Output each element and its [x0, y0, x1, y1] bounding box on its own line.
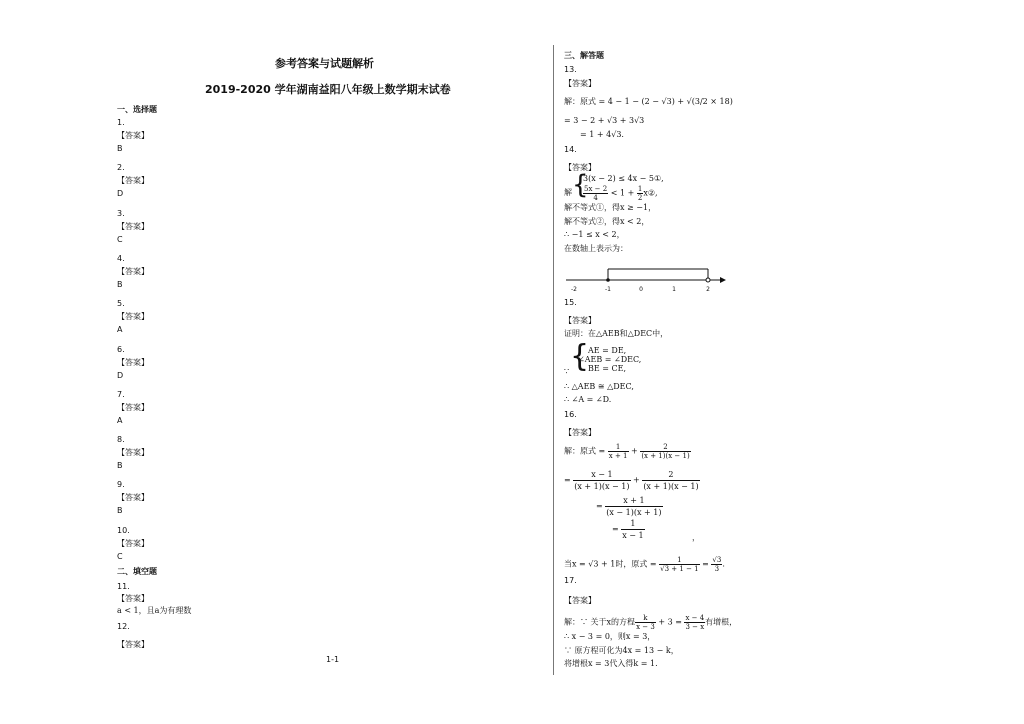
- choice-answer-label: 【答案】: [117, 267, 149, 276]
- q17-line3: ∵ 原方程可化为4x = 13 − k，: [564, 646, 679, 655]
- choice-number: 7.: [117, 390, 125, 399]
- q17-answer-label: 【答案】: [564, 596, 596, 605]
- choice-number: 3.: [117, 209, 125, 218]
- q16-frac-f: $\frac{1}{x - 1}$: [622, 519, 644, 540]
- choice-answer-label: 【答案】: [117, 403, 149, 412]
- q16-line2: = $\frac{x - 1}{(x + 1)(x - 1)}$ + $\frac{2}{(x + 1)(x - 1)}$: [564, 470, 699, 491]
- q16-number: 16.: [564, 410, 577, 419]
- section-fill: 二、填空题: [117, 567, 157, 576]
- choice-number: 10.: [117, 526, 130, 535]
- q16-sub-text: 当x = √3 + 1时，原式: [564, 559, 648, 569]
- q15-cond1: AE = DE,: [588, 346, 627, 355]
- q16-frac-d: $\frac{2}{(x + 1)(x - 1)}$: [643, 470, 699, 491]
- q17-line1: 解：∵ 关于x的方程 $\frac{k}{x - 3}$ + 3 = $\frac{x - 4}{3 - x}$ 有增根，: [564, 614, 738, 631]
- choice-answer-label: 【答案】: [117, 131, 149, 140]
- q15-number: 15.: [564, 298, 577, 307]
- choice-answer-label: 【答案】: [117, 493, 149, 502]
- q15-line3: ∴ ∠A = ∠D.: [564, 395, 612, 404]
- q11-answer-label: 【答案】: [117, 594, 149, 603]
- q17-frac-r: $\frac{x - 4}{3 - x}$: [685, 614, 705, 631]
- choice-answer: B: [117, 280, 123, 289]
- q15-line2: ∴ △AEB ≅ △DEC,: [564, 382, 634, 391]
- choice-number: 2.: [117, 163, 125, 172]
- q14-line3: ∴ −1 ≤ x < 2，: [564, 230, 625, 239]
- column-divider: [553, 45, 554, 675]
- choice-answer-label: 【答案】: [117, 176, 149, 185]
- section-choice: 一、选择题: [117, 105, 157, 114]
- q14-sol-prefix: 解: [564, 188, 572, 197]
- page-number: 1-1: [326, 655, 340, 664]
- axis-tick-label: 0: [639, 286, 643, 293]
- q16-line1: 解：原式 = $\frac{1}{x + 1}$ + $\frac{2}{(x + 1)(x - 1)}$: [564, 443, 690, 460]
- q15-line1: 证明：在△AEB和△DEC中，: [564, 329, 669, 338]
- q14-frac1: $\frac{5x - 2}{4}$: [584, 185, 608, 202]
- choice-answer: B: [117, 461, 123, 470]
- q15-cond2: ∠AEB = ∠DEC,: [578, 355, 642, 364]
- q13-answer-label: 【答案】: [564, 79, 596, 88]
- choice-answer: C: [117, 235, 123, 244]
- choice-number: 4.: [117, 254, 125, 263]
- q14-line2: 解不等式②，得x < 2，: [564, 217, 650, 226]
- choice-answer-label: 【答案】: [117, 312, 149, 321]
- choice-answer: C: [117, 552, 123, 561]
- q14-answer-label: 【答案】: [564, 163, 596, 172]
- choice-answer: D: [117, 189, 124, 198]
- q14-brace: {: [572, 170, 589, 200]
- choice-number: 9.: [117, 480, 125, 489]
- q14-number: 14.: [564, 145, 577, 154]
- q17-line1-a: 解：∵ 关于x的方程: [564, 617, 636, 627]
- q16-line3: = $\frac{x + 1}{(x - 1)(x + 1)}$: [596, 496, 662, 517]
- choice-answer: D: [117, 371, 124, 380]
- q16-frac-e: $\frac{x + 1}{(x - 1)(x + 1)}$: [606, 496, 662, 517]
- axis-tick-label: 1: [672, 286, 676, 293]
- choice-answer: B: [117, 506, 123, 515]
- doc-subtitle: 2019-2020 学年湖南益阳八年级上数学期末试卷: [205, 83, 451, 96]
- q13-line1-prefix: 解：原式: [564, 97, 596, 106]
- q12-answer-label: 【答案】: [117, 640, 149, 649]
- choice-number: 5.: [117, 299, 125, 308]
- q15-answer-label: 【答案】: [564, 316, 596, 325]
- q16-comma: ，: [692, 533, 700, 542]
- q15-brace: {: [570, 339, 590, 374]
- axis-arrow: [720, 277, 726, 283]
- q14-system-eq1: 3(x − 2) ≤ 4x − 5①,: [583, 174, 664, 183]
- choice-answer: A: [117, 325, 123, 334]
- q11-answer: a < 1，且a为有理数: [117, 606, 192, 615]
- q14-number-line: [560, 262, 730, 294]
- q15-because: ∵: [564, 367, 570, 376]
- q17-number: 17.: [564, 576, 577, 585]
- choice-answer: A: [117, 416, 123, 425]
- q13-number: 13.: [564, 65, 577, 74]
- q13-line3: = 1 + 4√3.: [580, 130, 624, 139]
- q16-frac-h: $\frac{√3}{3}$: [712, 556, 722, 573]
- q17-frac-k: $\frac{k}{x - 3}$: [636, 614, 655, 631]
- q16-frac-g: $\frac{1}{√3 + 1 - 1}$: [660, 556, 699, 573]
- q16-frac-b: $\frac{2}{(x + 1)(x - 1)}$: [641, 443, 690, 460]
- q17-line4: 将增根x = 3代入得k = 1.: [564, 659, 658, 668]
- q16-line5: 当x = √3 + 1时，原式 = $\frac{1}{√3 + 1 - 1}$ = $\frac{√3}{3}$ .: [564, 556, 725, 573]
- choice-number: 8.: [117, 435, 125, 444]
- q13-line2: = 3 − 2 + √3 + 3√3: [564, 116, 645, 125]
- q16-answer-label: 【答案】: [564, 428, 596, 437]
- choice-number: 1.: [117, 118, 125, 127]
- q14-frac2: $\frac{1}{2}$: [637, 185, 643, 202]
- q17-line2: ∴ x − 3 = 0，则x = 3，: [564, 632, 656, 641]
- q16-line4: = $\frac{1}{x - 1}$: [612, 519, 644, 540]
- q12-number: 12.: [117, 622, 130, 631]
- q14-line4: 在数轴上表示为：: [564, 244, 628, 253]
- choice-answer-label: 【答案】: [117, 448, 149, 457]
- choice-answer-label: 【答案】: [117, 358, 149, 367]
- section-solve: 三、解答题: [564, 51, 604, 60]
- q14-system-eq2: $\frac{5x - 2}{4}$ < 1 + $\frac{1}{2}$ x②,: [584, 185, 658, 202]
- q16-frac-a: $\frac{1}{x + 1}$: [608, 443, 628, 460]
- q11-number: 11.: [117, 582, 130, 591]
- q13-line1-expr: = 4 − 1 − (2 − √3) + √(3/2 × 18): [598, 97, 733, 106]
- q15-cond3: BE = CE,: [588, 364, 627, 373]
- choice-number: 6.: [117, 345, 125, 354]
- choice-answer-label: 【答案】: [117, 222, 149, 231]
- q16-frac-c: $\frac{x - 1}{(x + 1)(x - 1)}$: [574, 470, 630, 491]
- choice-answer: B: [117, 144, 123, 153]
- q16-prefix: 解：原式: [564, 446, 596, 456]
- q13-line1: [564, 97, 733, 107]
- open-point: [706, 278, 710, 282]
- solid-point: [606, 278, 610, 282]
- q14-line1: 解不等式①，得x ≥ −1，: [564, 203, 657, 212]
- axis-tick-label: -2: [571, 286, 577, 293]
- choice-answer-label: 【答案】: [117, 539, 149, 548]
- axis-tick-label: -1: [605, 286, 611, 293]
- doc-title: 参考答案与试题解析: [275, 57, 374, 70]
- axis-tick-label: 2: [706, 286, 710, 293]
